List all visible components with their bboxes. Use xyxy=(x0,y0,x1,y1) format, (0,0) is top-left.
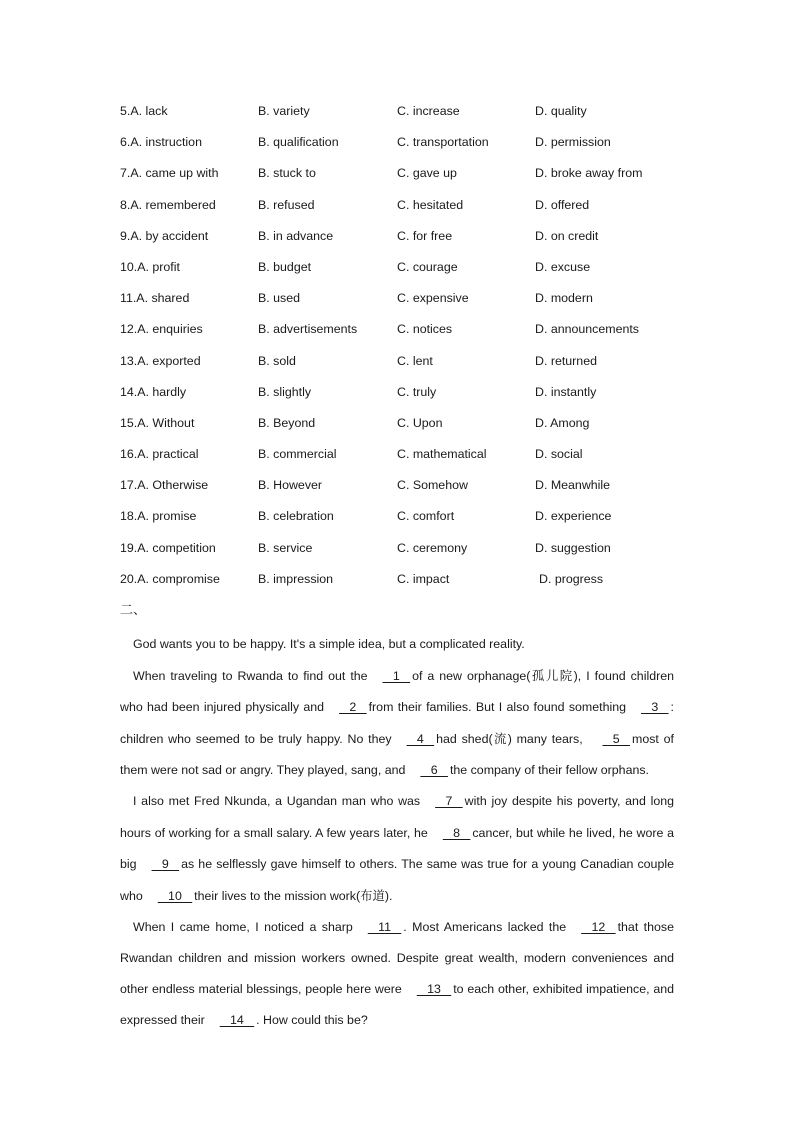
option-a: 16.A. practical xyxy=(120,447,199,462)
option-c: C. Somehow xyxy=(397,478,468,493)
paragraph-1: God wants you to be happy. It's a simple idea, but a complicated reality. xyxy=(133,637,525,651)
option-c: C. mathematical xyxy=(397,447,487,462)
passage-text: When traveling to Rwanda to find out the xyxy=(133,669,368,684)
option-d: D. returned xyxy=(535,353,597,368)
option-row-13 xyxy=(120,351,680,382)
option-a: 11.A. shared xyxy=(120,291,190,306)
option-row-5 xyxy=(120,101,680,132)
option-c: C. lent xyxy=(397,353,433,368)
passage-text: from their families. But I also found something xyxy=(368,700,626,715)
option-c: C. gave up xyxy=(397,166,457,181)
blank-13: 13 xyxy=(416,982,452,997)
option-a: 8.A. remembered xyxy=(120,197,216,212)
option-b: B. budget xyxy=(258,259,312,274)
passage-text: cancer, but while he lived, he wore a big xyxy=(120,825,674,871)
option-b: B. advertisements xyxy=(258,322,358,337)
option-b: B. variety xyxy=(258,104,310,118)
option-b: B. Beyond xyxy=(258,415,316,430)
option-row-17 xyxy=(120,475,680,506)
passage-text: of a new orphanage( xyxy=(412,669,531,684)
blank-5: 5 xyxy=(602,732,631,747)
option-row-9 xyxy=(120,226,680,257)
blank-12: 12 xyxy=(581,919,616,934)
cloze-passage xyxy=(120,629,674,1036)
blank-11: 11 xyxy=(367,919,402,934)
option-c: C. hesitated xyxy=(397,197,464,212)
passage-text: . How could this be? xyxy=(256,1013,368,1028)
passage-text: . Most Americans lacked the xyxy=(403,919,567,934)
option-row-7 xyxy=(120,163,680,194)
chinese-gloss: 流 xyxy=(492,731,508,747)
option-a: 19.A. competition xyxy=(120,540,216,555)
option-d: D. Meanwhile xyxy=(535,478,611,493)
option-a: 17.A. Otherwise xyxy=(120,478,209,493)
option-row-18 xyxy=(120,506,680,537)
option-row-19 xyxy=(120,538,680,569)
option-c: C. truly xyxy=(397,384,437,399)
passage-text: to each other, exhibited impatience, and expressed their xyxy=(120,982,674,1028)
option-row-14 xyxy=(120,382,680,413)
option-a: 14.A. hardly xyxy=(120,384,187,399)
option-a: 9.A. by accident xyxy=(120,228,209,243)
option-c: C. increase xyxy=(397,104,460,118)
option-c: C. expensive xyxy=(397,291,469,306)
blank-4: 4 xyxy=(406,732,435,747)
option-d: D. social xyxy=(535,447,583,462)
passage-text: their lives to the mission work( xyxy=(194,888,361,903)
blank-14: 14 xyxy=(219,1013,255,1028)
option-row-6 xyxy=(120,132,680,163)
option-row-8 xyxy=(120,195,680,226)
passage-text: When I came home, I noticed a sharp xyxy=(133,919,353,934)
option-d: D. experience xyxy=(535,509,612,524)
passage-text: the company of their fellow orphans. xyxy=(449,763,649,778)
blank-9: 9 xyxy=(151,856,180,871)
option-d: D. announcements xyxy=(535,322,640,337)
option-a: 6.A. instruction xyxy=(120,135,202,150)
option-a: 20.A. compromise xyxy=(120,571,220,586)
passage-text: most of them were not sad or angry. They played, sang, and xyxy=(120,732,674,778)
option-row-16 xyxy=(120,444,680,475)
option-c: C. comfort xyxy=(397,509,455,524)
paragraph-3 xyxy=(120,786,674,911)
paragraph-2 xyxy=(120,660,674,786)
blank-2: 2 xyxy=(339,700,367,715)
option-d: D. broke away from xyxy=(535,166,643,181)
blank-3: 3 xyxy=(641,700,669,715)
passage-text: ), I found children who had been injured physically and xyxy=(120,669,674,715)
options-table xyxy=(120,101,680,600)
passage-text: I also met Fred Nkunda, a Ugandan man who was xyxy=(133,794,421,809)
option-b: B. refused xyxy=(258,197,315,212)
passage-text: that those Rwandan children and mission workers owned. Despite great wealth, modern conveniences and other endless material blessings, people here were xyxy=(120,919,674,997)
option-b: B. slightly xyxy=(258,384,312,399)
option-a: 10.A. profit xyxy=(120,259,180,274)
blank-6: 6 xyxy=(420,763,448,778)
option-b: B. celebration xyxy=(258,509,334,524)
option-b: B. stuck to xyxy=(258,166,316,181)
option-d: D. Among xyxy=(535,415,590,430)
option-b: B. in advance xyxy=(258,228,334,243)
option-d: D. quality xyxy=(535,104,587,118)
option-row-12 xyxy=(120,319,680,350)
chinese-gloss: 布道 xyxy=(360,887,385,903)
option-b: B. However xyxy=(258,478,323,493)
option-c: C. courage xyxy=(397,259,458,274)
paragraph-4 xyxy=(120,912,674,1036)
option-c: C. for free xyxy=(397,228,453,243)
passage-text: had shed( xyxy=(436,732,493,747)
option-d: D. offered xyxy=(535,197,590,212)
option-d: D. permission xyxy=(535,135,611,150)
option-c: C. ceremony xyxy=(397,540,468,555)
option-row-11 xyxy=(120,288,680,319)
chinese-gloss: 孤儿院 xyxy=(530,668,574,684)
option-d: D. progress xyxy=(539,571,604,586)
passage-text: ). xyxy=(384,888,393,903)
option-d: D. on credit xyxy=(535,228,599,243)
option-d: D. instantly xyxy=(535,384,597,399)
passage-text: with joy despite his poverty, and long hours of working for a small salary. A few years later, he xyxy=(120,794,674,840)
blank-10: 10 xyxy=(157,888,193,903)
option-a: 18.A. promise xyxy=(120,509,197,524)
option-a: 13.A. exported xyxy=(120,353,201,368)
option-a: 7.A. came up with xyxy=(120,166,219,181)
passage-text: : children who seemed to be truly happy. No they xyxy=(120,700,674,747)
option-a: 15.A. Without xyxy=(120,415,195,430)
option-c: C. transportation xyxy=(397,135,489,150)
blank-7: 7 xyxy=(435,794,463,809)
option-row-10 xyxy=(120,257,680,288)
option-c: C. notices xyxy=(397,322,453,337)
option-row-20 xyxy=(120,569,680,600)
passage-text: as he selflessly gave himself to others. The same was true for a young Canadian couple who xyxy=(120,856,674,903)
option-a: 12.A. enquiries xyxy=(120,322,203,337)
option-c: C. impact xyxy=(397,571,450,586)
option-b: B. used xyxy=(258,291,301,306)
passage-text: ) many tears, xyxy=(507,732,588,747)
option-b: B. qualification xyxy=(258,135,339,150)
blank-1: 1 xyxy=(382,669,411,684)
option-b: B. commercial xyxy=(258,447,337,462)
option-row-15 xyxy=(120,413,680,444)
option-d: D. modern xyxy=(535,291,593,306)
option-b: B. impression xyxy=(258,571,334,586)
option-d: D. excuse xyxy=(535,259,591,274)
option-d: D. suggestion xyxy=(535,540,611,555)
section-heading: 二、 xyxy=(120,603,147,618)
option-b: B. sold xyxy=(258,353,296,368)
option-b: B. service xyxy=(258,540,313,555)
option-c: C. Upon xyxy=(397,415,443,430)
blank-8: 8 xyxy=(442,825,471,840)
option-a: 5.A. lack xyxy=(120,104,168,118)
